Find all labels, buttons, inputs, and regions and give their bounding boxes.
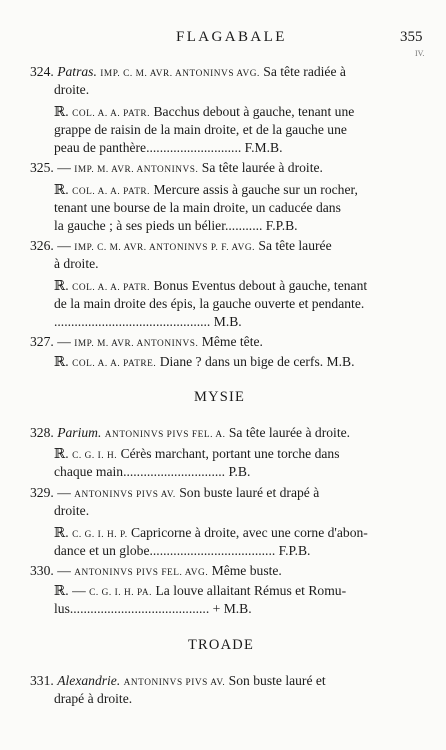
entry-331-obverse	[30, 672, 326, 692]
entry-330-reverse-1	[54, 582, 346, 602]
reverse-mark: ℝ.	[54, 354, 69, 369]
entry-328-reverse-1	[54, 445, 340, 465]
ditto-dash: —	[72, 583, 86, 598]
obverse-description: Sa tête laurée	[258, 238, 332, 253]
reverse-description: chaque main	[54, 464, 124, 479]
entry-329-obverse-cont: droite.	[54, 503, 90, 518]
obverse-legend: ANTONINVS PIVS FEL. AVG.	[74, 568, 209, 578]
entry-326-reverse-1	[54, 277, 367, 297]
ditto-dash: —	[57, 238, 71, 253]
reverse-legend: COL. A. A. PATR.	[72, 109, 151, 119]
city-name: Alexandrie.	[57, 673, 121, 688]
reverse-description: Bacchus debout à gauche, tenant une	[153, 104, 355, 119]
reverse-legend: C. G. I. H.	[72, 451, 118, 461]
reference: M.B.	[326, 354, 355, 369]
entry-328-reverse-2	[54, 463, 250, 481]
section-heading-mysie: MYSIE	[194, 389, 246, 405]
reference: F.P.B.	[265, 218, 298, 233]
obverse-description: Même buste.	[211, 563, 282, 578]
leader-dots: ............................	[146, 140, 242, 155]
entry-325-obverse	[30, 159, 323, 179]
leader-dots: ..............................................	[54, 314, 211, 329]
reference: F.P.B.	[278, 543, 311, 558]
entry-324-obverse-cont: droite.	[54, 82, 90, 97]
obverse-legend: ANTONINVS PIVS FEL. A.	[104, 430, 226, 440]
obverse-legend: ANTONINVS PIVS AV.	[123, 678, 226, 688]
reference: F.M.B.	[244, 140, 283, 155]
entry-331-obverse-cont: drapé à droite.	[54, 691, 133, 706]
entry-number: 324.	[30, 64, 54, 79]
reverse-mark: ℝ.	[54, 182, 69, 197]
ditto-dash: —	[57, 563, 71, 578]
entry-324-obverse	[30, 63, 346, 83]
entry-329-obverse	[30, 484, 319, 504]
entry-number: 328.	[30, 425, 54, 440]
reverse-description: La louve allaitant Rémus et Romu-	[155, 583, 347, 598]
reverse-description: Diane ? dans un bige de cerfs.	[159, 354, 324, 369]
reverse-mark: ℝ.	[54, 583, 69, 598]
section-heading-troade: TROADE	[188, 637, 255, 653]
entry-324-reverse-3	[54, 139, 282, 157]
entry-number: 325.	[30, 160, 54, 175]
reference: M.B.	[213, 314, 242, 329]
entry-325-reverse-2: tenant une bourse de la main droite, un caducée dans	[54, 200, 341, 215]
entry-number: 326.	[30, 238, 54, 253]
reverse-description: Capricorne à droite, avec une corne d'abon-	[131, 525, 368, 540]
obverse-legend: IMP. C. M. AVR. ANTONINVS AVG.	[100, 69, 260, 79]
entry-324-reverse-2: grappe de raisin de la main droite, et de la gauche une	[54, 122, 347, 137]
running-head: FLAGABALE	[176, 29, 287, 45]
reverse-description: lus	[54, 601, 70, 616]
obverse-description: Sa tête laurée à droite.	[228, 425, 351, 440]
margin-mark: IV.	[415, 49, 425, 58]
leader-dots: .....................................	[149, 543, 276, 558]
reverse-description: Bonus Eventus debout à gauche, tenant	[153, 278, 368, 293]
entry-number: 327.	[30, 334, 54, 349]
obverse-description: Sa tête laurée à droite.	[201, 160, 323, 175]
reverse-description: Mercure assis à gauche sur un rocher,	[153, 182, 358, 197]
reverse-mark: ℝ.	[54, 446, 69, 461]
reverse-mark: ℝ.	[54, 278, 69, 293]
leader-dots: ..............................	[123, 464, 226, 479]
ditto-dash: —	[57, 160, 71, 175]
reverse-legend: C. G. I. H. P.	[72, 530, 128, 540]
reverse-description: la gauche ; à ses pieds un bélier	[54, 218, 225, 233]
reverse-legend: COL. A. A. PATRE.	[72, 359, 157, 369]
entry-327-obverse	[30, 333, 263, 353]
entry-326-reverse-3	[54, 313, 242, 331]
obverse-description: Sa tête radiée à	[263, 64, 346, 79]
obverse-description: Même tête.	[201, 334, 263, 349]
entry-number: 331.	[30, 673, 54, 688]
reverse-legend: COL. A. A. PATR.	[72, 187, 151, 197]
obverse-legend: ANTONINVS PIVS AV.	[74, 490, 176, 500]
obverse-legend: IMP. M. AVR. ANTONINVS.	[74, 339, 199, 349]
reverse-legend: C. G. I. H. PA.	[89, 588, 153, 598]
obverse-legend: IMP. C. M. AVR. ANTONINVS P. F. AVG.	[74, 243, 255, 253]
ditto-dash: —	[57, 485, 71, 500]
entry-325-reverse-3	[54, 217, 298, 235]
reference: P.B.	[228, 464, 251, 479]
city-name: Patras.	[57, 64, 97, 79]
reverse-mark: ℝ.	[54, 104, 69, 119]
entry-326-reverse-2: de la main droite des épis, la gauche ouverte et pendante.	[54, 296, 365, 311]
entry-330-obverse	[30, 562, 282, 582]
reference: + M.B.	[212, 601, 252, 616]
reverse-description: dance et un globe	[54, 543, 150, 558]
reverse-mark: ℝ.	[54, 525, 69, 540]
ditto-dash: —	[57, 334, 71, 349]
entry-328-obverse	[30, 424, 350, 444]
reverse-description: Cérès marchant, portant une torche dans	[120, 446, 340, 461]
leader-dots: .........................................	[69, 601, 210, 616]
entry-325-reverse-1	[54, 181, 358, 201]
entry-326-obverse	[30, 237, 332, 257]
entry-330-reverse-2	[54, 600, 252, 618]
leader-dots: ...........	[225, 218, 263, 233]
reverse-legend: COL. A. A. PATR.	[72, 283, 151, 293]
entry-329-reverse-1	[54, 524, 368, 544]
obverse-description: Son buste lauré et drapé à	[179, 485, 320, 500]
reverse-description: peau de panthère	[54, 140, 147, 155]
entry-number: 329.	[30, 485, 54, 500]
entry-326-obverse-cont: à droite.	[54, 256, 99, 271]
obverse-legend: IMP. M. AVR. ANTONINVS.	[74, 165, 199, 175]
city-name: Parium.	[57, 425, 102, 440]
entry-number: 330.	[30, 563, 54, 578]
page-number: 355	[400, 29, 423, 45]
entry-324-reverse-1	[54, 103, 354, 123]
obverse-description: Son buste lauré et	[228, 673, 326, 688]
entry-327-reverse-1	[54, 353, 355, 373]
entry-329-reverse-2	[54, 542, 310, 560]
